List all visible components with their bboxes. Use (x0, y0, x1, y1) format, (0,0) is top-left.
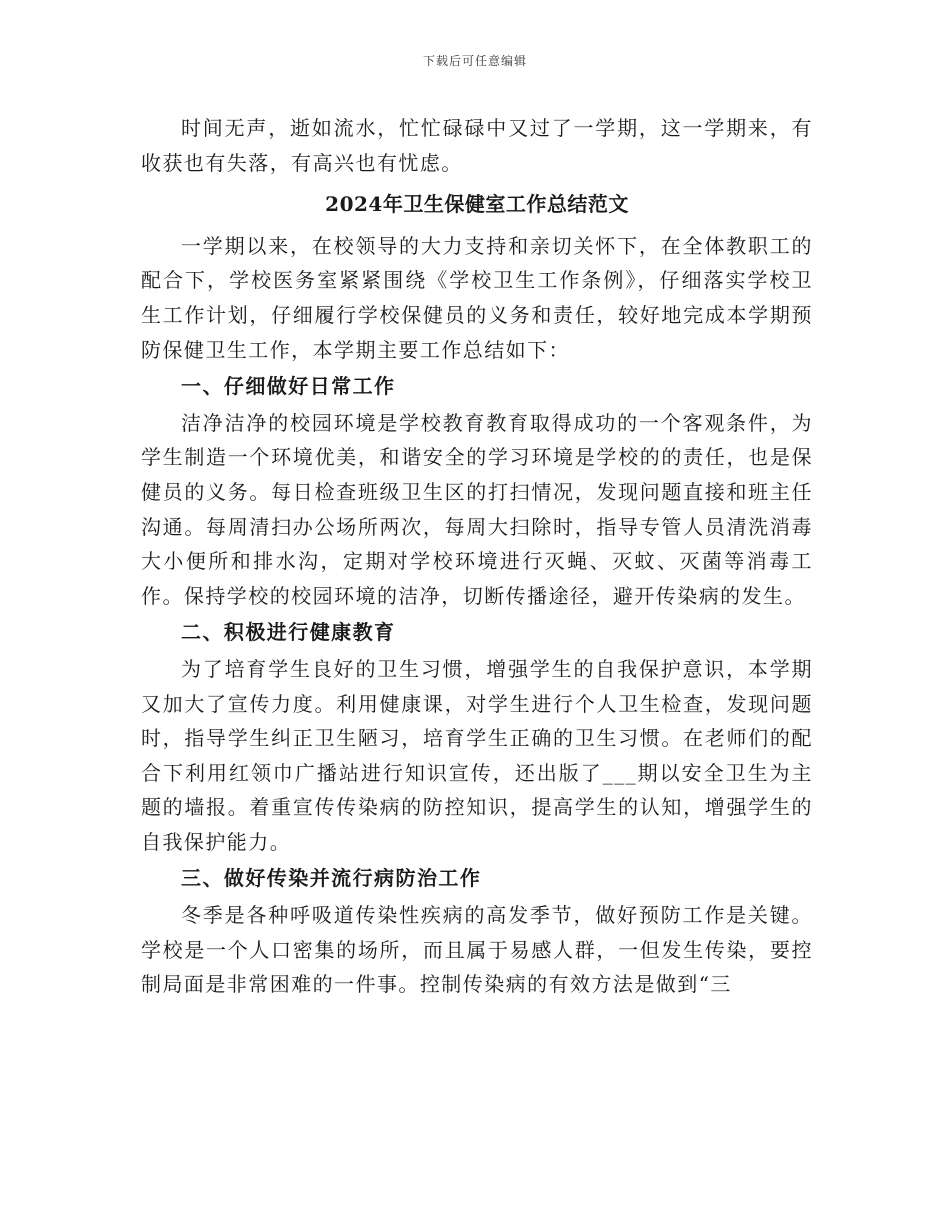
opening-paragraph: 一学期以来，在校领导的大力支持和亲切关怀下，在全体教职工的配合下，学校医务室紧紧围绕《学校卫生工作条例》，仔细落实学校卫生工作计划，仔细履行学校保健员的义务和责任，较好地完成本学期预防保健卫生工作，本学期主要工作总结如下： (141, 233, 813, 362)
intro-paragraph: 时间无声，逝如流水，忙忙碌碌中又过了一学期，这一学期来，有收获也有失落，有高兴也有忧虑。 (141, 116, 813, 175)
section-heading-epidemic-prevention: 三、做好传染并流行病防治工作 (181, 866, 482, 891)
section-body-daily-work: 洁净洁净的校园环境是学校教育教育取得成功的一个客观条件，为学生制造一个环境优美，和谐安全的学习环境是学校的的责任，也是保健员的义务。每日检查班级卫生区的打扫情况，发现问题直接和班主任沟通。每周清扫办公场所两次，每周大扫除时，指导专管人员清洗消毒大小便所和排水沟，定期对学校环境进行灭蝇、灭蚊、灭菌等消毒工作。保持学校的校园环境的洁净，切断传播途径，避开传染病的发生。 (141, 410, 813, 608)
page-header-note: 下载后可任意编辑 (422, 54, 527, 68)
section-body-health-education: 为了培育学生良好的卫生习惯，增强学生的自我保护意识，本学期又加大了宣传力度。利用健康课，对学生进行个人卫生检查，发现问题时，指导学生纠正卫生陋习，培育学生正确的卫生习惯。在老师们的配合下利用红领巾广播站进行知识宣传，还出版了___期以安全卫生为主题的墙报。着重宣传传染病的防控知识，提高学生的认知，增强学生的自我保护能力。 (141, 656, 813, 854)
section-body-epidemic-prevention: 冬季是各种呼吸道传染性疾病的高发季节，做好预防工作是关键。学校是一个人口密集的场所，而且属于易感人群，一但发生传染，要控制局面是非常困难的一件事。控制传染病的有效方法是做到“三 (141, 903, 813, 997)
document-title: 2024年卫生保健室工作总结范文 (325, 192, 629, 217)
section-heading-daily-work: 一、仔细做好日常工作 (181, 374, 396, 399)
document-body (141, 111, 813, 1002)
section-heading-health-education: 二、积极进行健康教育 (181, 620, 396, 645)
